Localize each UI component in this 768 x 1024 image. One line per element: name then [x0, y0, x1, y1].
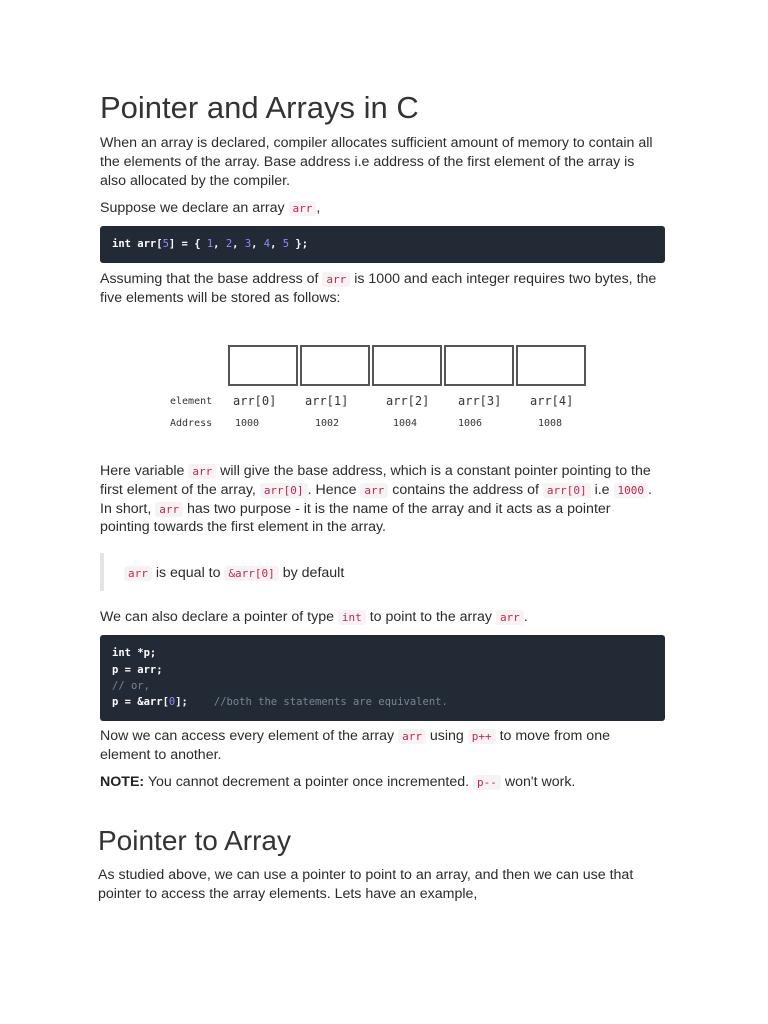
inline-code-arr: arr — [188, 464, 216, 479]
inline-code-arr: arr — [496, 610, 524, 625]
assuming-line-2: five elements will be stored as follows: — [100, 290, 341, 306]
inline-code-p-increment: p++ — [468, 729, 496, 744]
access-line-1: Now we can access every element of the array arr using p++ to move from one — [100, 728, 610, 744]
note-label: NOTE: — [100, 774, 145, 790]
inline-code-ampersand-arr0: &arr[0] — [224, 566, 278, 581]
example-line-1: As studied above, we can use a pointer to point to an array, and then we can use that — [98, 867, 634, 883]
explain-line-3: In short, arr has two purpose - it is the name of the array and it acts as a pointer — [100, 501, 611, 517]
element-label-0: arr[0] — [233, 394, 277, 408]
address-label-1: 1002 — [315, 418, 340, 429]
address-label-0: 1000 — [235, 418, 260, 429]
suppose-end: , — [316, 200, 321, 216]
access-line-2: element to another. — [100, 747, 222, 763]
inline-code-p-decrement: p-- — [473, 775, 501, 790]
code-block-pointer — [100, 635, 665, 721]
array-cell-2 — [372, 345, 442, 386]
note-paragraph: NOTE: You cannot decrement a pointer once incremented. p-- won't work. — [100, 774, 576, 790]
explain-line-1: Here variable arr will give the base address, which is a constant pointer pointing to the — [100, 463, 651, 479]
intro-line-2: the elements of the array. Base address i.e address of the first element of the array is — [100, 154, 635, 170]
suppose-text: Suppose we declare an array — [100, 200, 289, 216]
code-line: p = &arr[0]; //both the statements are equivalent. — [112, 696, 448, 708]
code-line: int arr[5] = { 1, 2, 3, 4, 5 }; — [112, 238, 309, 250]
example-line-2: pointer to access the array elements. Lets have an example, — [98, 886, 478, 902]
inline-code-arr: arr — [289, 201, 317, 216]
address-row-label: Address — [170, 418, 213, 429]
explain-line-4: pointing towards the first element in the array. — [100, 519, 386, 535]
inline-code-arr: arr — [398, 729, 426, 744]
address-label-2: 1004 — [393, 418, 418, 429]
assuming-line-1: Assuming that the base address of arr is 1000 and each integer requires two bytes, the — [100, 271, 657, 287]
inline-code-arr: arr — [155, 502, 183, 517]
code-line: p = arr; — [112, 664, 163, 676]
address-label-4: 1008 — [538, 418, 563, 429]
blockquote-text: arr is equal to &arr[0] by default — [124, 564, 344, 583]
element-label-4: arr[4] — [530, 394, 574, 408]
inline-code-1000: 1000 — [614, 483, 649, 498]
array-cell-0 — [228, 345, 298, 386]
element-label-3: arr[3] — [458, 394, 502, 408]
code-block-array-declaration — [100, 226, 665, 263]
inline-code-arr0: arr[0] — [260, 483, 308, 498]
inline-code-arr: arr — [360, 483, 388, 498]
code-comment: //both the statements are equivalent. — [213, 696, 448, 708]
intro-line-3: also allocated by the compiler. — [100, 173, 291, 189]
explain-line-2: first element of the array, arr[0] . Hence arr contains the address of arr[0] i.e 1000 . — [100, 482, 652, 498]
array-cell-3 — [444, 345, 514, 386]
inline-code-arr: arr — [322, 272, 350, 287]
element-label-2: arr[2] — [386, 394, 430, 408]
intro-line-1: When an array is declared, compiler allocates sufficient amount of memory to contain all — [100, 135, 653, 151]
element-label-1: arr[1] — [305, 394, 349, 408]
inline-code-arr: arr — [124, 566, 152, 581]
code-line: int *p; — [112, 647, 157, 659]
inline-code-int: int — [338, 610, 366, 625]
element-row-label: element — [170, 396, 213, 407]
pointer-type-paragraph: We can also declare a pointer of type int to point to the array arr . — [100, 609, 528, 625]
section-heading-pointer-to-array: Pointer to Array — [98, 825, 291, 856]
array-cell-1 — [300, 345, 370, 386]
array-cell-4 — [516, 345, 586, 386]
page-title: Pointer and Arrays in C — [100, 90, 419, 125]
suppose-paragraph — [100, 199, 320, 218]
code-comment: // or, — [112, 680, 150, 692]
address-label-3: 1006 — [458, 418, 483, 429]
inline-code-arr0: arr[0] — [543, 483, 591, 498]
